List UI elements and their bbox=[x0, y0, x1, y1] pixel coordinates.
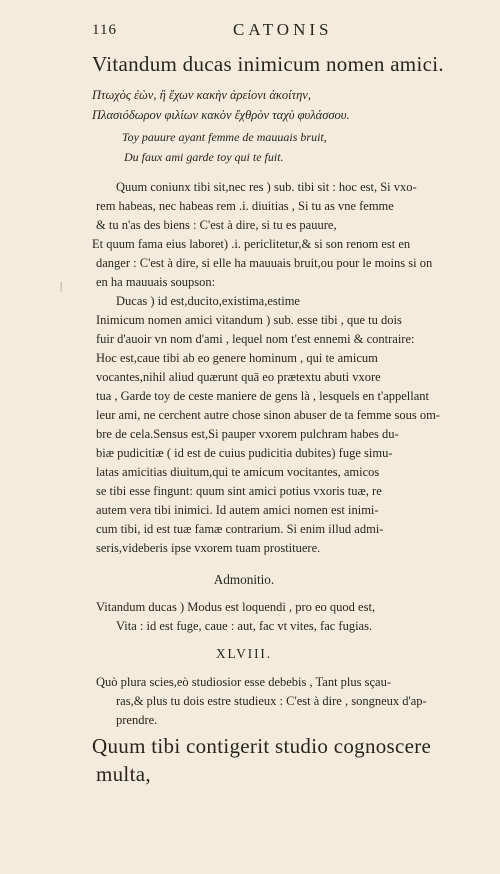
french-line-2: Du faux ami garde toy qui te fuit. bbox=[124, 150, 284, 164]
commentary-line: tua , Garde toy de ceste maniere de gens là , lesquels en t'appellant bbox=[96, 389, 430, 403]
commentary-line: & tu n'as des biens : C'est à dire, si tu es pauure, bbox=[96, 218, 337, 232]
commentary-line: biæ pudicitiæ ( id est de cuius pudicitia dubites) fuge simu- bbox=[96, 446, 393, 460]
section-number: XLVIII. bbox=[216, 646, 272, 661]
commentary-line: danger : C'est à dire, si elle ha mauuais bruit,ou pour le moins si on bbox=[96, 256, 433, 270]
admonitio-line: Vitandum ducas ) Modus est loquendi , pro eo quod est, bbox=[96, 600, 376, 614]
admonitio-heading: Admonitio. bbox=[213, 572, 275, 587]
section-line: ras,& plus tu dois estre studieux : C'est à dire , songneux d'ap- bbox=[116, 694, 427, 708]
section-line: prendre. bbox=[116, 713, 158, 727]
commentary-line: fuir d'auoir vn nom d'ami , lequel nom t'est ennemi & contraire: bbox=[96, 332, 415, 346]
commentary-line: Ducas ) id est,ducito,existima,estime bbox=[116, 294, 300, 308]
closing-verse-line-2: multa, bbox=[96, 762, 151, 786]
page-number: 116 bbox=[92, 22, 117, 38]
commentary-line: Inimicum nomen amici vitandum ) sub. esse tibi , que tu dois bbox=[96, 313, 402, 327]
verse-title: Vitandum ducas inimicum nomen amici. bbox=[92, 52, 444, 76]
commentary-line: bre de cela.Sensus est,Si pauper vxorem pulchram habes du- bbox=[96, 427, 399, 441]
commentary-line: rem habeas, nec habeas rem .i. diuitias , Si tu as vne femme bbox=[96, 199, 394, 213]
admonitio-line: Vita : id est fuge, caue : aut, fac vt vites, fac fugias. bbox=[116, 619, 373, 633]
commentary-line: cum tibi, id est tuæ famæ contrarium. Si enim illud admi- bbox=[96, 522, 384, 536]
closing-verse-line-1: Quum tibi contigerit studio cognoscere bbox=[92, 734, 432, 758]
commentary-line: leur ami, ne cerchent autre chose sinon abuser de ta femme sous om- bbox=[96, 408, 440, 422]
commentary-line: Et quum fama eius laboret) .i. periclitetur,& si son renom est en bbox=[92, 237, 411, 251]
commentary-line: seris,videberis ipse vxorem tuam prostituere. bbox=[96, 541, 321, 555]
commentary-line: Hoc est,caue tibi ab eo genere hominum , qui te amicum bbox=[96, 351, 378, 365]
commentary-line: se tibi esse fingunt: quum sint amici potius vxoris tuæ, re bbox=[96, 484, 382, 498]
running-head: CATONIS bbox=[233, 20, 333, 39]
french-line-1: Toy pauure ayant femme de mauuais bruit, bbox=[122, 130, 327, 144]
greek-line-2: Πλασιόδωρον φιλίων κακὸν ἔχθρὸν ταχὺ φυλάσσου. bbox=[92, 108, 350, 122]
margin-mark: | bbox=[60, 280, 63, 292]
commentary-line: en ha mauuais soupson: bbox=[96, 275, 216, 289]
commentary-line: autem vera tibi inimici. Id autem amici nomen est inimi- bbox=[96, 503, 379, 517]
commentary-line: vocantes,nihil aliud quærunt quā eo prætextu abuti vxore bbox=[96, 370, 381, 384]
page-header bbox=[0, 20, 500, 40]
greek-line-1: Πτωχὸς ἐὼν, ἢ ἔχων κακὴν ἀρείονι ἀκοίτην, bbox=[92, 88, 311, 102]
section-line: Quò plura scies,eò studiosior esse debebis , Tant plus sçau- bbox=[96, 675, 392, 689]
commentary-line: Quum coniunx tibi sit,nec res ) sub. tibi sit : hoc est, Si vxo- bbox=[116, 180, 417, 194]
commentary-line: latas amicitias diuitum,qui te amicum vocitantes, amicos bbox=[96, 465, 380, 479]
